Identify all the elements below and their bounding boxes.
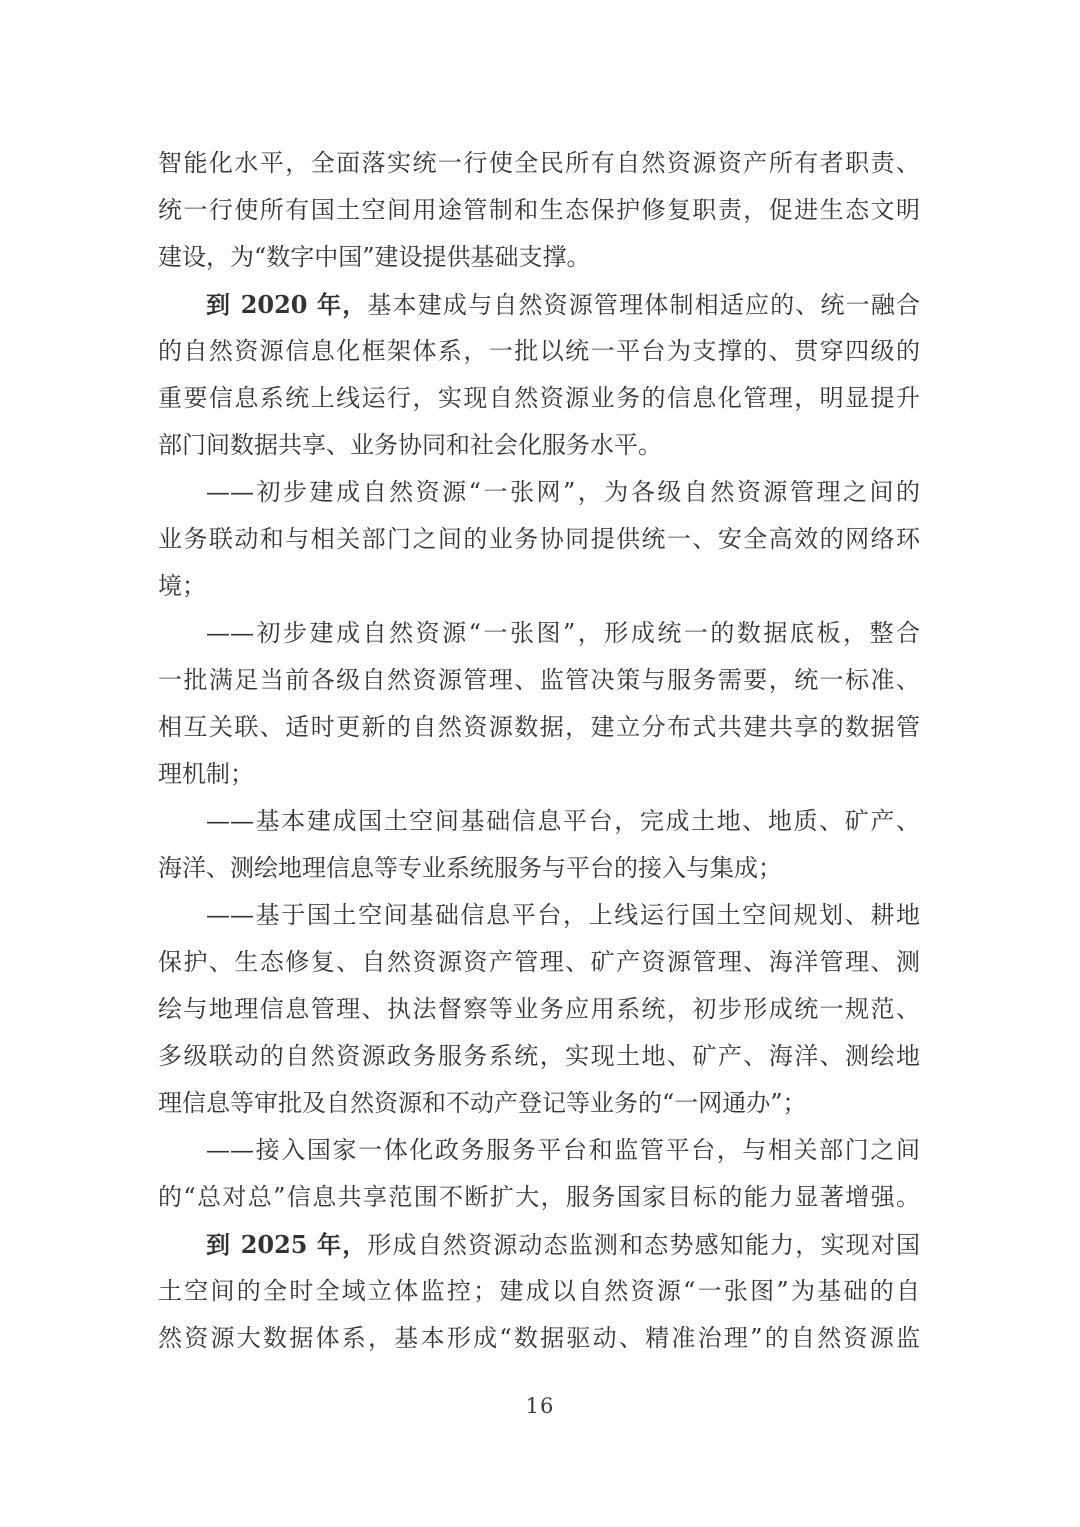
text-line: 境； — [158, 572, 206, 600]
text-line: ——基于国土空间基础信息平台，上线运行国土空间规划、耕地 — [206, 901, 920, 929]
text-line: ——基本建成国土空间基础信息平台，完成土地、地质、矿产、 — [206, 807, 920, 835]
text-line: 海洋、测绘地理信息等专业系统服务与平台的接入与集成； — [158, 854, 782, 882]
text-line: ——初步建成自然资源“一张图”，形成统一的数据底板，整合 — [206, 619, 920, 647]
text-line: 建设，为“数字中国”建设提供基础支撑。 — [158, 243, 591, 271]
text-line: 的自然资源信息化框架体系，一批以统一平台为支撑的、贯穿四级的 — [158, 337, 920, 365]
text-line: 到 2020 年，基本建成与自然资源管理体制相适应的、统一融合 — [206, 290, 920, 319]
page-number: 16 — [525, 1394, 555, 1418]
text-line: 部门间数据共享、业务协同和社会化服务水平。 — [158, 431, 662, 459]
bold-lead-in: 到 2020 年， — [206, 290, 368, 319]
text-line: 保护、生态修复、自然资源资产管理、矿产资源管理、海洋管理、测 — [158, 948, 920, 976]
text-line: 的“总对总”信息共享范围不断扩大，服务国家目标的能力显著增强。 — [158, 1183, 920, 1211]
page-footer — [0, 1394, 1080, 1418]
page-body-text — [158, 140, 920, 1362]
text-line: 多级联动的自然资源政务服务系统，实现土地、矿产、海洋、测绘地 — [158, 1042, 920, 1070]
text-line: 相互关联、适时更新的自然资源数据，建立分布式共建共享的数据管 — [158, 713, 920, 741]
text-line: 一批满足当前各级自然资源管理、监管决策与服务需要，统一标准、 — [158, 666, 920, 694]
text-line: 然资源大数据体系，基本形成“数据驱动、精准治理”的自然资源监 — [158, 1324, 920, 1352]
text-line: 理信息等审批及自然资源和不动产登记等业务的“一网通办”； — [158, 1089, 807, 1117]
text-line: 土空间的全时全域立体监控；建成以自然资源“一张图”为基础的自 — [158, 1277, 920, 1305]
text-line: ——初步建成自然资源“一张网”，为各级自然资源管理之间的 — [206, 478, 920, 506]
text-line: 绘与地理信息管理、执法督察等业务应用系统，初步形成统一规范、 — [158, 995, 920, 1023]
text-line: 统一行使所有国土空间用途管制和生态保护修复职责，促进生态文明 — [158, 196, 920, 224]
text-line: 重要信息系统上线运行，实现自然资源业务的信息化管理，明显提升 — [158, 384, 920, 412]
text-line: 理机制； — [158, 760, 254, 788]
text-line: 智能化水平，全面落实统一行使全民所有自然资源资产所有者职责、 — [158, 149, 920, 177]
text-line: 业务联动和与相关部门之间的业务协同提供统一、安全高效的网络环 — [158, 525, 920, 553]
text-line: 到 2025 年，形成自然资源动态监测和态势感知能力，实现对国 — [206, 1230, 920, 1259]
text-line: ——接入国家一体化政务服务平台和监管平台，与相关部门之间 — [206, 1136, 920, 1164]
bold-lead-in: 到 2025 年， — [206, 1230, 368, 1259]
